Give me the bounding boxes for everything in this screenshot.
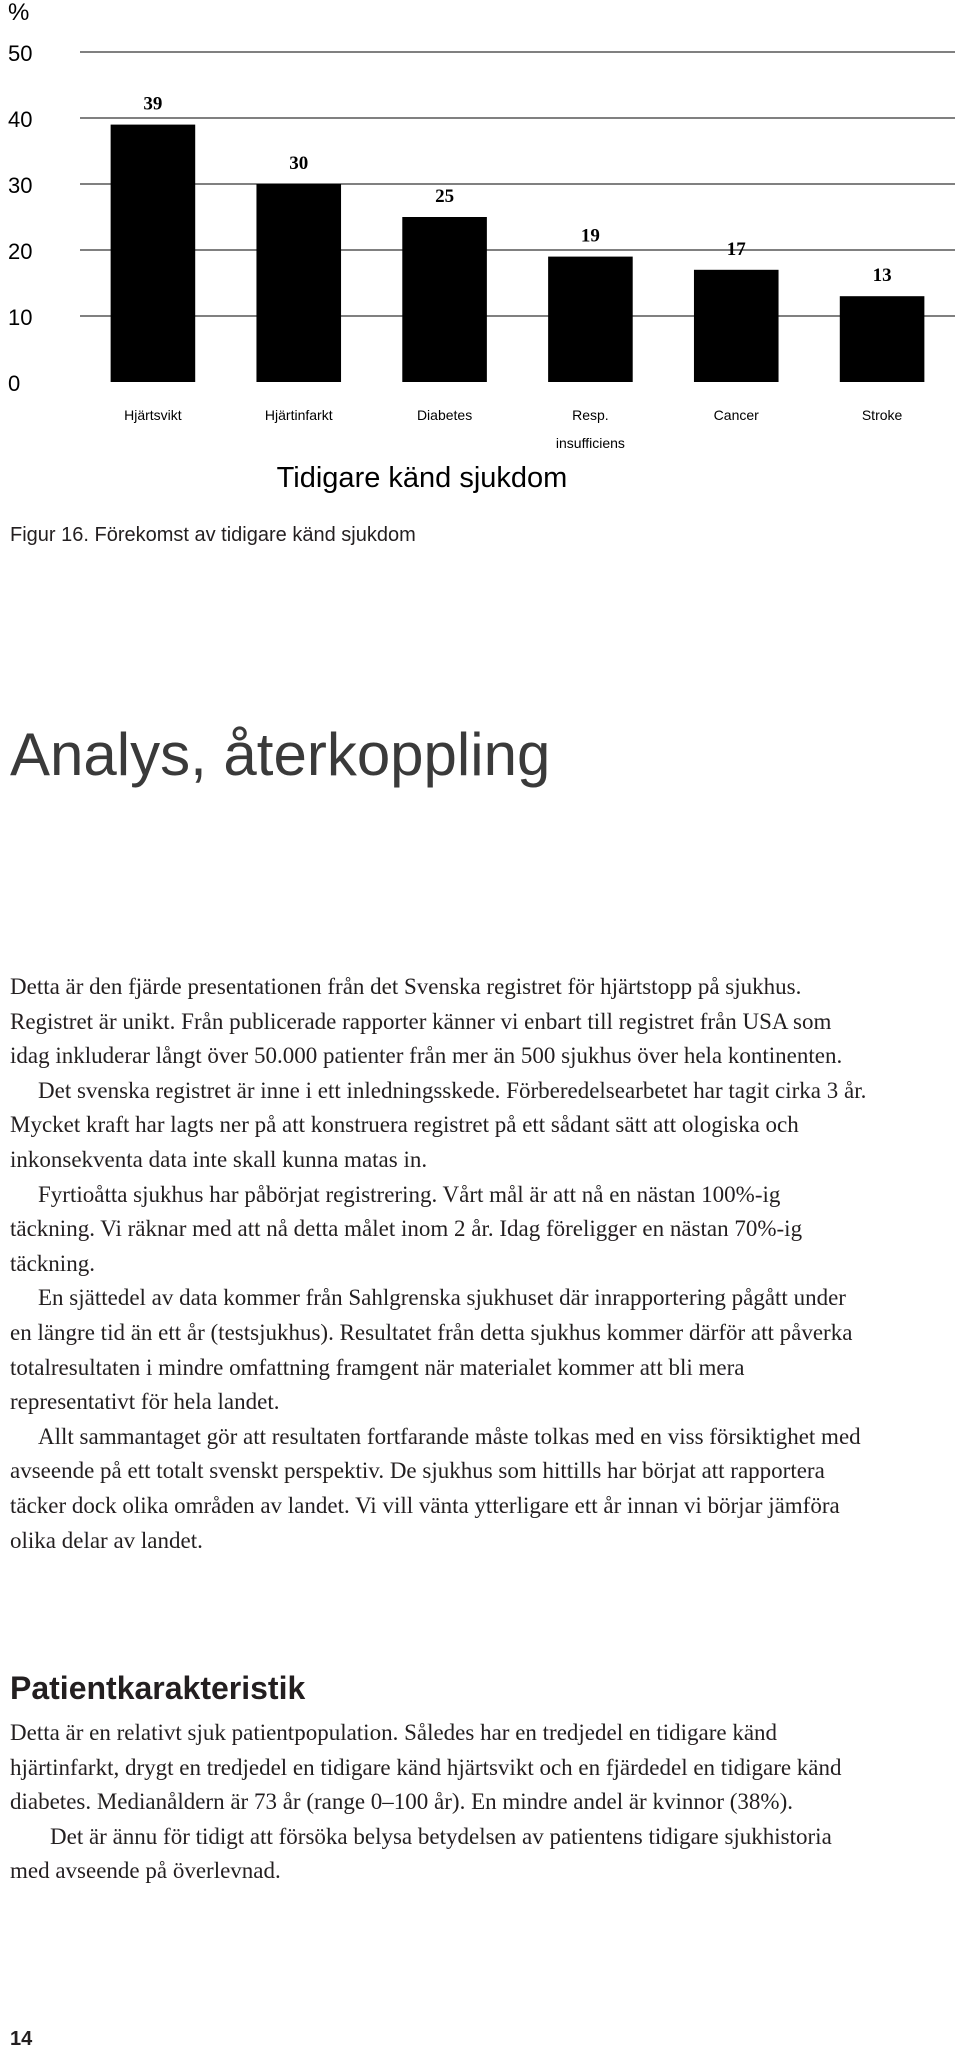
y-tick-label: 0 [8, 371, 21, 396]
bar [402, 217, 487, 382]
analysis-body [10, 970, 870, 1558]
chart-bars [111, 125, 925, 382]
bar-value-label: 13 [872, 265, 892, 287]
bar-value-label: 19 [580, 225, 600, 247]
subsection-title: Patientkarakteristik [10, 1670, 306, 1706]
bar-value-label: 39 [143, 93, 163, 115]
y-axis-unit-label: % [8, 0, 30, 26]
analysis-paragraph: Fyrtioåtta sjukhus har påbörjat registrering. Vårt mål är att nå en nästan 100%-ig täckning. Vi räknar med att nå detta målet inom 2 år. Idag föreligger en nästan 70%-ig täckning. [10, 1181, 803, 1276]
x-tick-label: Hjärtinfarkt [264, 407, 333, 423]
y-tick-label: 30 [8, 173, 33, 198]
section-title: Analys, återkoppling [10, 721, 551, 788]
x-tick-label: Hjärtsvikt [124, 407, 182, 423]
page-number: 14 [10, 2028, 33, 2050]
patient-paragraph: Detta är en relativt sjuk patientpopulation. Således har en tredjedel en tidigare känd hjärtinfarkt, drygt en tredjedel en tidigare känd hjärtsvikt och en fjärdedel en tidigare känd diabetes. Medianåldern är 73 år (range 0–100 år). En mindre andel är kvinnor (38%). [10, 1720, 842, 1815]
y-tick-label: 10 [8, 305, 33, 330]
x-axis-title: Tidigare känd sjukdom [276, 462, 568, 494]
bar [256, 184, 341, 382]
chart-gridlines [80, 52, 955, 316]
patient-body [10, 1716, 870, 1889]
y-tick-label: 50 [8, 41, 33, 66]
analysis-paragraph: Detta är den fjärde presentationen från det Svenska registret för hjärtstopp på sjukhus. Registret är unikt. Från publicerade rapporter känner vi enbart till registret från USA som idag inkluderar långt över 50.000 patienter från mer än 500 sjukhus över hela kontinenten. [10, 974, 843, 1069]
analysis-paragraph: En sjättedel av data kommer från Sahlgrenska sjukhuset där inrapportering pågått under en längre tid än ett år (testsjukhus). Resultatet från detta sjukhus kommer därför att påverka totalresultaten i mindre omfattning framgent när materialet kommer att bli mera representativt för hela landet. [10, 1285, 853, 1415]
x-tick-label: Cancer [713, 407, 759, 423]
x-tick-label: insufficiens [555, 435, 625, 451]
x-tick-label: Resp. [572, 407, 609, 423]
x-axis-category-labels [124, 407, 902, 451]
bar [840, 296, 925, 382]
figure-caption: Figur 16. Förekomst av tidigare känd sjukdom [10, 524, 416, 546]
x-tick-label: Diabetes [416, 407, 473, 423]
analysis-paragraph: Allt sammantaget gör att resultaten fortfarande måste tolkas med en viss försiktighet med avseende på ett totalt svenskt perspektiv. De sjukhus som hittills har börjat att rapportera täcker dock olika områden av landet. Vi vill vänta ytterligare ett år innan vi börjar jämföra olika delar av landet. [10, 1423, 861, 1553]
bar [548, 257, 633, 382]
bar [111, 125, 196, 382]
bar-value-labels [143, 94, 891, 287]
x-tick-label: Stroke [861, 407, 903, 423]
y-axis-tick-labels [8, 41, 32, 396]
bar [694, 270, 779, 382]
bar-value-label: 30 [289, 153, 309, 174]
bar-chart [0, 0, 960, 500]
y-tick-label: 20 [8, 239, 33, 264]
analysis-paragraph: Det svenska registret är inne i ett inledningsskede. Förberedelsearbetet har tagit cirka 3 år. Mycket kraft har lagts ner på att konstruera registret på ett sådant sätt att ologiska och inkonsekventa data inte skall kunna matas in. [10, 1077, 867, 1172]
patient-paragraph: Det är ännu för tidigt att försöka belysa betydelsen av patientens tidigare sjukhistoria med avseende på överlevnad. [10, 1823, 832, 1884]
bar-value-label: 17 [726, 238, 746, 260]
y-tick-label: 40 [8, 107, 33, 132]
bar-value-label: 25 [435, 186, 455, 207]
